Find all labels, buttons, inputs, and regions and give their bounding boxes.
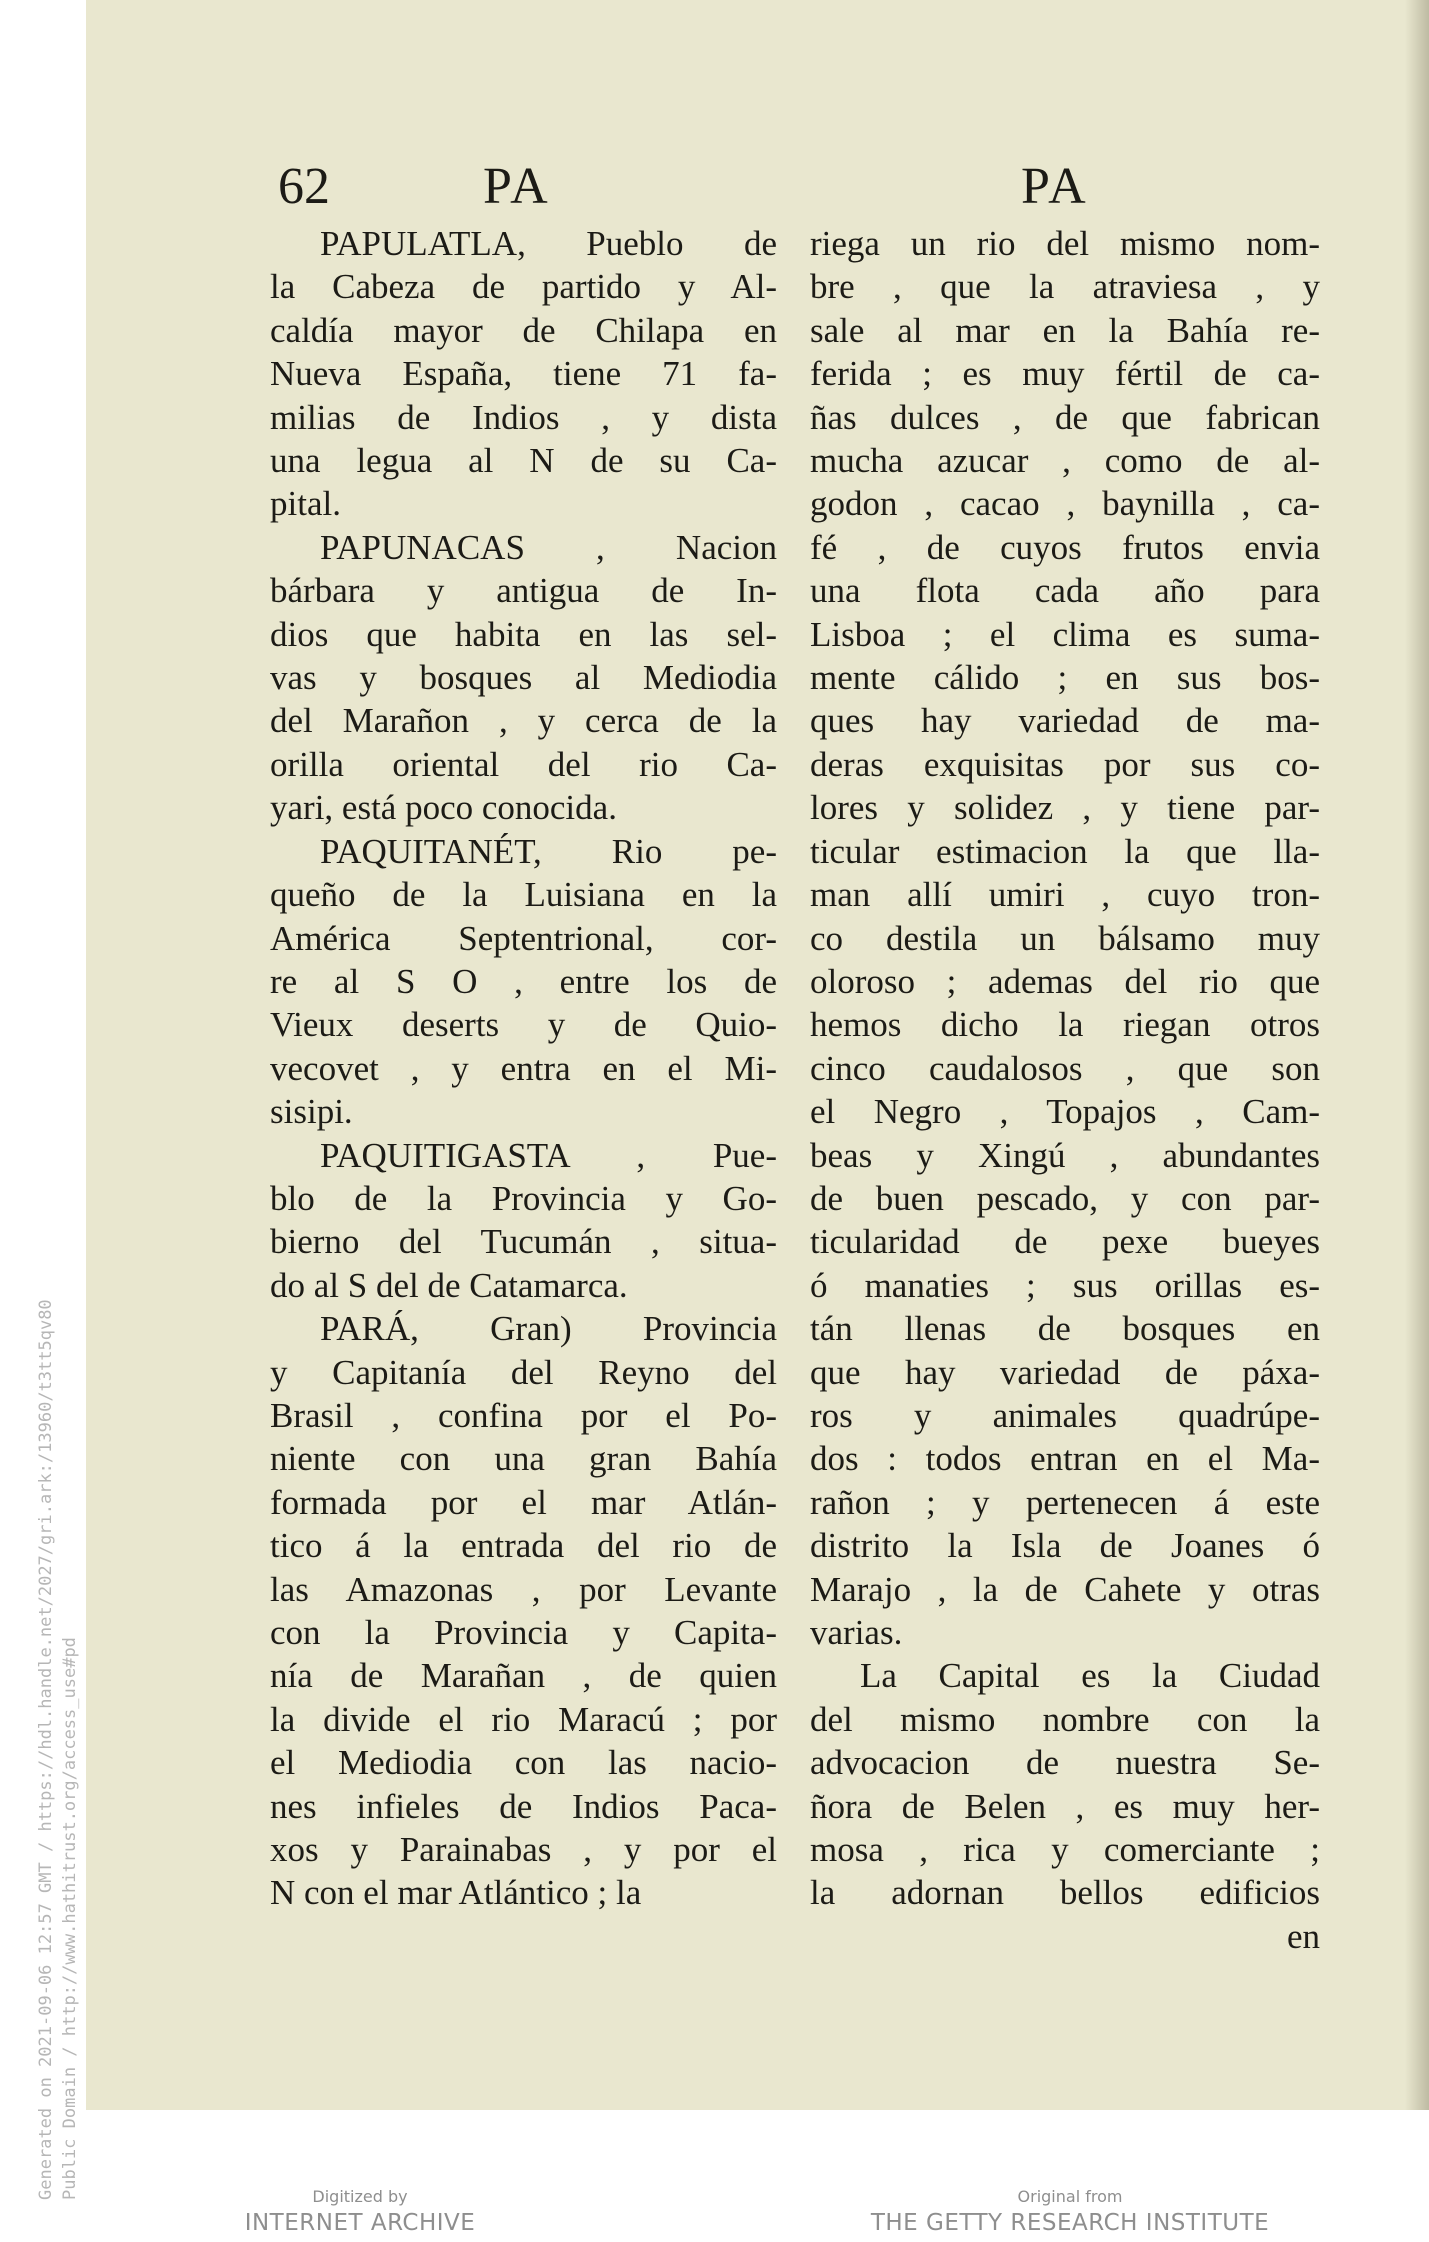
watermark-line-2: Public Domain / http://www.hathitrust.org/access_use#pd [60, 1637, 80, 2200]
right-text-column [810, 222, 1320, 1958]
text-line: fé , de cuyos frutos envia [810, 527, 1320, 567]
text-line: dios que habita en las sel- [270, 614, 777, 654]
text-line: Lisboa ; el clima es suma- [810, 614, 1320, 654]
text-line: del mismo nombre con la [810, 1699, 1320, 1739]
text-line: sisipi. [270, 1092, 353, 1132]
footer-digitized-label: Digitized by [312, 2187, 408, 2206]
text-line: nía de Marañan , de quien [270, 1656, 777, 1696]
running-head-left: PA [483, 158, 551, 215]
access-watermark [34, 1299, 82, 2200]
text-line: bierno del Tucumán , situa- [270, 1222, 777, 1262]
text-line: del Marañon , y cerca de la [270, 701, 777, 741]
text-line: bárbara y antigua de In- [270, 571, 777, 611]
text-line: xos y Parainabas , y por el [270, 1830, 777, 1870]
watermark-line-1: Generated on 2021-09-06 12:57 GMT / https://hdl.handle.net/2027/gri.ark:/13960/t3tt5qv80 [36, 1299, 56, 2200]
text-line: PAQUITANÉT, Rio pe- [320, 831, 777, 871]
text-line: ó manaties ; sus orillas es- [810, 1265, 1320, 1305]
text-line: niente con una gran Bahía [270, 1439, 777, 1479]
text-line: PAPUNACAS , Nacion [320, 527, 777, 567]
text-line: blo de la Provincia y Go- [270, 1178, 777, 1218]
footer-getty: THE GETTY RESEARCH INSTITUTE [870, 2210, 1270, 2236]
text-line: sale al mar en la Bahía re- [810, 310, 1320, 350]
text-line: ques hay variedad de ma- [810, 701, 1320, 741]
text-line: do al S del de Catamarca. [270, 1265, 628, 1305]
text-line: las Amazonas , por Levante [270, 1569, 777, 1609]
text-line: distrito la Isla de Joanes ó [810, 1526, 1320, 1566]
text-line: mucha azucar , como de al- [810, 441, 1320, 481]
text-line: godon , cacao , baynilla , ca- [810, 484, 1320, 524]
text-line: ticularidad de pexe bueyes [810, 1222, 1320, 1262]
text-line: advocacion de nuestra Se- [810, 1743, 1320, 1783]
text-line: la Cabeza de partido y Al- [270, 267, 777, 307]
left-text-column [270, 222, 777, 1915]
text-line: vecovet , y entra en el Mi- [270, 1048, 777, 1088]
text-line: la adornan bellos edificios [810, 1873, 1320, 1913]
text-line: PAPULATLA, Pueblo de [320, 224, 777, 263]
text-line: mente cálido ; en sus bos- [810, 658, 1320, 698]
text-line: de buen pescado, y con par- [810, 1178, 1320, 1218]
text-line: nes infieles de Indios Paca- [270, 1786, 777, 1826]
running-head-right: PA [1021, 158, 1089, 215]
text-line: mosa , rica y comerciante ; [810, 1830, 1320, 1870]
text-line: deras exquisitas por sus co- [810, 744, 1320, 784]
text-line: en [1286, 1916, 1320, 1956]
text-line: riega un rio del mismo nom- [810, 224, 1320, 263]
text-line: una flota cada año para [810, 571, 1320, 611]
text-line: beas y Xingú , abundantes [810, 1135, 1320, 1175]
text-line: queño de la Luisiana en la [270, 875, 777, 915]
text-line: una legua al N de su Ca- [270, 441, 777, 481]
text-line: tico á la entrada del rio de [270, 1526, 777, 1566]
text-line: re al S O , entre los de [270, 961, 777, 1001]
text-line: caldía mayor de Chilapa en [270, 310, 777, 350]
text-line: ferida ; es muy fértil de ca- [810, 354, 1320, 394]
text-line: que hay variedad de páxa- [810, 1352, 1320, 1392]
footer-original-from [860, 2186, 1280, 2238]
text-line: ticular estimacion la que lla- [810, 831, 1320, 871]
text-line: bre , que la atraviesa , y [810, 267, 1320, 307]
text-line: el Mediodia con las nacio- [270, 1743, 777, 1783]
text-line: tán llenas de bosques en [810, 1309, 1320, 1349]
text-line: la divide el rio Maracú ; por [270, 1699, 777, 1739]
text-line: orilla oriental del rio Ca- [270, 744, 777, 784]
text-line: N con el mar Atlántico ; la [270, 1873, 642, 1913]
text-line: y Capitanía del Reyno del [270, 1352, 777, 1392]
text-line: ñora de Belen , es muy her- [810, 1786, 1320, 1826]
footer-original-label: Original from [1017, 2187, 1123, 2206]
text-line: PARÁ, Gran) Provincia [320, 1309, 777, 1349]
text-line: hemos dicho la riegan otros [810, 1005, 1320, 1045]
text-line: Brasil , confina por el Po- [270, 1395, 777, 1435]
text-line: La Capital es la Ciudad [860, 1656, 1320, 1696]
text-line: formada por el mar Atlán- [270, 1482, 777, 1522]
text-line: man allí umiri , cuyo tron- [810, 875, 1320, 915]
page-edge-shadow [1405, 0, 1429, 2110]
text-line: ros y animales quadrúpe- [810, 1395, 1320, 1435]
text-line: ñas dulces , de que fabrican [810, 397, 1320, 437]
text-line: yari, está poco conocida. [270, 788, 617, 828]
footer-internet-archive: INTERNET ARCHIVE [244, 2210, 476, 2236]
text-line: Nueva España, tiene 71 fa- [270, 354, 777, 394]
text-line: lores y solidez , y tiene par- [810, 788, 1320, 828]
footer-digitized-by [210, 2186, 510, 2238]
text-line: con la Provincia y Capita- [270, 1613, 777, 1652]
text-line: el Negro , Topajos , Cam- [810, 1092, 1320, 1132]
text-line: rañon ; y pertenecen á este [810, 1482, 1320, 1522]
text-line: cinco caudalosos , que son [810, 1048, 1320, 1088]
text-line: Marajo , la de Cahete y otras [810, 1569, 1320, 1609]
text-line: varias. [810, 1613, 903, 1652]
text-line: vas y bosques al Mediodia [270, 658, 777, 698]
text-line: milias de Indios , y dista [270, 397, 777, 437]
text-line: co destila un bálsamo muy [810, 918, 1320, 958]
text-line: Vieux deserts y de Quio- [270, 1005, 777, 1045]
text-line: pital. [270, 484, 341, 524]
page-number: 62 [278, 158, 330, 215]
text-line: dos : todos entran en el Ma- [810, 1439, 1320, 1479]
text-line: PAQUITIGASTA , Pue- [320, 1135, 777, 1175]
text-line: América Septentrional, cor- [270, 918, 777, 958]
text-line: oloroso ; ademas del rio que [810, 961, 1320, 1001]
